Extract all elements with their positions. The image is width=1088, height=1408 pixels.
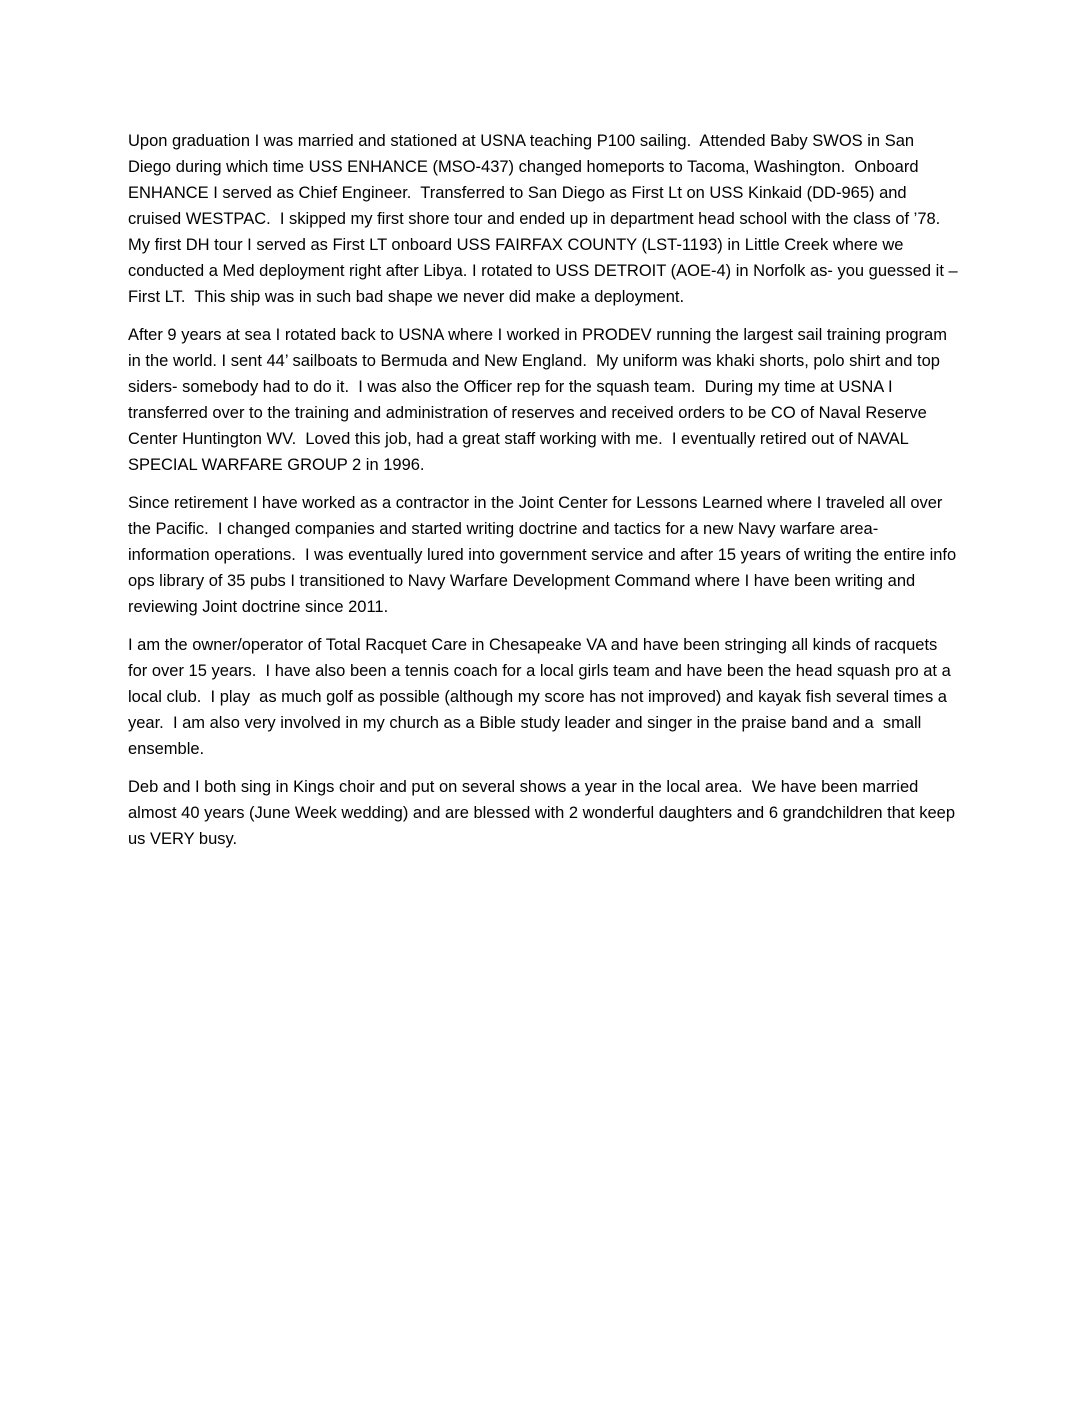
- paragraph-3: Since retirement I have worked as a contractor in the Joint Center for Lessons Learned where I traveled all over the Pacific. I changed companies and started writing doctrine and tactics for a new Navy warfare area- information operations. I was eventually lured into government service and after 15 years of writing the entire info ops library of 35 pubs I transitioned to Navy Warfare Development Command where I have been writing and reviewing Joint doctrine since 2011.: [128, 494, 961, 616]
- paragraph-5: Deb and I both sing in Kings choir and put on several shows a year in the local area. We have been married almost 40 years (June Week wedding) and are blessed with 2 wonderful daughters and 6 grandchildren that keep us VERY busy.: [128, 778, 960, 848]
- paragraph-4: I am the owner/operator of Total Racquet Care in Chesapeake VA and have been stringing all kinds of racquets for over 15 years. I have also been a tennis coach for a local girls team and have been the head squash pro at a local club. I play as much golf as possible (although my score has not improved) and kayak fish several times a year. I am also very involved in my church as a Bible study leader and singer in the praise band and a small ensemble.: [128, 636, 956, 758]
- paragraph-2: After 9 years at sea I rotated back to USNA where I worked in PRODEV running the largest sail training program in the world. I sent 44’ sailboats to Bermuda and New England. My uniform was khaki shorts, polo shirt and top siders- somebody had to do it. I was also the Officer rep for the squash team. During my time at USNA I transferred over to the training and administration of reserves and received orders to be CO of Naval Reserve Center Huntington WV. Loved this job, had a great staff working with me. I eventually retired out of NAVAL SPECIAL WARFARE GROUP 2 in 1996.: [128, 326, 952, 474]
- paragraph-1: Upon graduation I was married and stationed at USNA teaching P100 sailing. Attended Baby SWOS in San Diego during which time USS ENHANCE (MSO-437) changed homeports to Tacoma, Washington. Onboard ENHANCE I served as Chief Engineer. Transferred to San Diego as First Lt on USS Kinkaid (DD-965) and cruised WESTPAC. I skipped my first shore tour and ended up in department head school with the class of ’78. My first DH tour I served as First LT onboard USS FAIRFAX COUNTY (LST-1193) in Little Creek where we conducted a Med deployment right after Libya. I rotated to USS DETROIT (AOE-4) in Norfolk as- you guessed it – First LT. This ship was in such bad shape we never did make a deployment.: [128, 132, 963, 306]
